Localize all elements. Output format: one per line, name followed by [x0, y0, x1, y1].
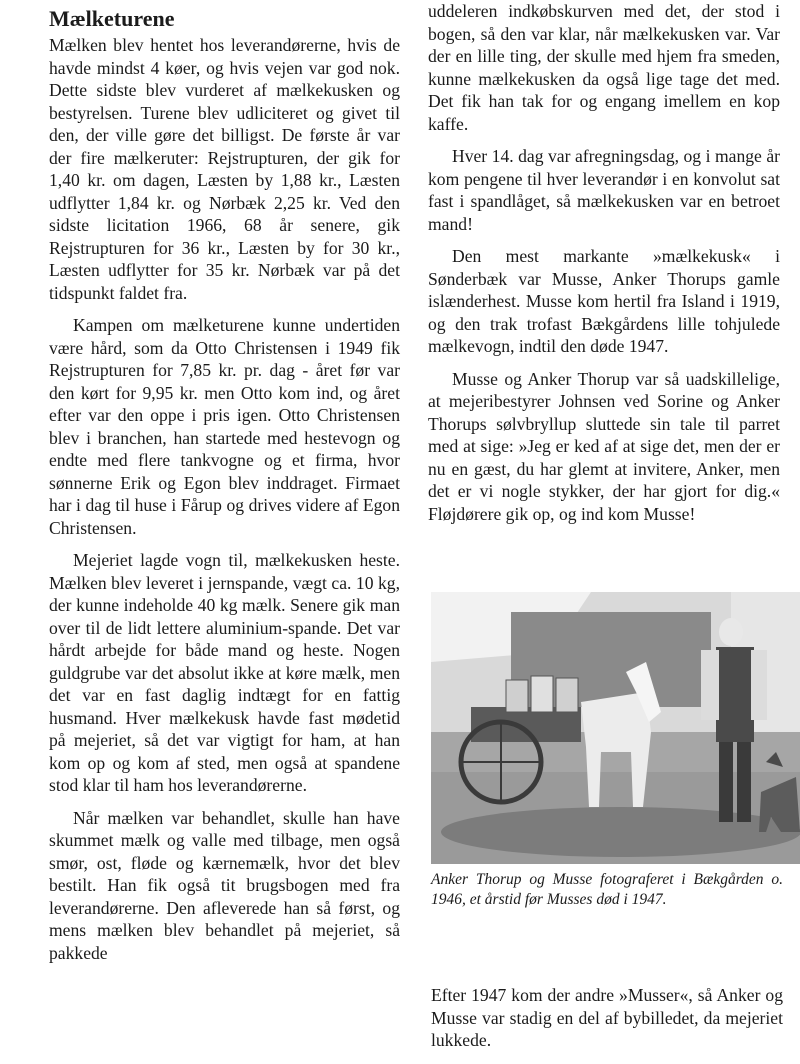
paragraph-return-goods: Når mælken var behandlet, skulle han have skummet mælk og valle med tilbage, men også smør, ost, fløde og kærnemælk, hvor det blev bestilt. Han fik også tit brugsbogen med fra leverandørerne. Den afleverede han så først, og mens mælken blev behandlet på mejeriet, så pakkede: [49, 807, 400, 963]
paragraph-silver-wedding: Musse og Anker Thorup var så uadskillelige, at mejeribestyrer Johnsen ved Sorine og Anker Thorups sølvbryllup sluttede sin tale til parret med at sige: »Jeg er ked af at sige det, men der er nu en gæst, du har glemt at invitere, Anker, men det er vi nogle stykker, der har gjort for dig.« Fløjdørere gik op, og ind kom Musse!: [428, 368, 780, 524]
photo-illustration: [431, 592, 800, 864]
closing-paragraph: Efter 1947 kom der andre »Musser«, så Anker og Musse var stadig en del af bybilledet, da mejeriet lukkede.: [431, 985, 783, 1050]
paragraph-competition: Kampen om mælketurene kunne undertiden være hård, som da Otto Christensen i 1949 fik Rejstrupturen for 7,85 kr. pr. dag - året før var den kørt for 9,95 kr. men Otto kom ind, og året efter var den oppe i pris igen. Otto Christensen blev i branchen, han startede med hestevogn og endte med flere tankvogne og et firma, hvor sønnerne Erik og Egon blev inddraget. Firmaet har i dag til huse i Fårup og drives videre af Egon Christensen.: [49, 315, 400, 538]
paragraph-settlement: Hver 14. dag var afregningsdag, og i mange år kom pengene til hver leverandør i en konvolut sat fast i spandlåget, så mælkekusken var en betroet mand!: [428, 146, 780, 234]
photo-caption: Anker Thorup og Musse fotograferet i Bækgården o. 1946, et årstid før Musses død i 1947.: [431, 871, 783, 908]
paragraph-intro: Mælken blev hentet hos leverandørerne, hvis de havde mindst 4 køer, og hvis vejen var god nok. Dette sidste blev vurderet af mælkekusken og bestyrelsen. Turene blev udliciteret og givet til den, der ville gøre det billigst. De første år var der fire mælkeruter: Rejstrupturen, der gik for 1,40 kr. om dagen, Læsten by 1,88 kr., Læsten udflytter 1,84 kr. og Nørbæk 2,25 kr. Ved den sidste licitation 1966, 68 år senere, gik Rejstrupturen for 36 kr., Læsten by for 30 kr., Læsten udflytter for 35 kr. Nørbæk var på det tidspunkt faldet fra.: [49, 35, 400, 303]
paragraph-musse: Den mest markante »mælkekusk« i Sønderbæk var Musse, Anker Thorups gamle islænderhest. Musse kom hertil fra Island i 1919, og den trak trofast Bækgårdens lille tohjulede mælkevogn, indtil den døde 1947.: [428, 246, 780, 356]
right-column: [428, 0, 780, 535]
paragraph-dairy-wagon: Mejeriet lagde vogn til, mælkekusken heste. Mælken blev leveret i jernspande, vægt ca. 10 kg, der kunne indeholde 40 kg mælk. Senere gik man over til de lidt lettere aluminium-spande. Det var hårdt arbejde for både mand og heste. Nogen guldgrube var det absolut ikke at køre mælk, men det var en fast daglig indtægt for en fattig husmand. Hver mælkekusk havde fast mødetid på mejeriet, så det var vigtigt for ham, at han kom op og kom af sted, men også at spandene stod klar til ham hos leverandørerne.: [49, 550, 400, 795]
photo-man-with-horse: [431, 592, 800, 864]
left-column: [49, 0, 400, 974]
article-title: Mælketurene: [49, 6, 175, 31]
paragraph-continued: uddeleren indkøbskurven med det, der stod i bogen, så den var klar, når mælkekusken var. Var der en lille ting, der skulle med hjem fra smeden, kunne mælkekusken da også lige tage det med. Det fik han tak for og engang imellem en kop kaffe.: [428, 1, 780, 134]
